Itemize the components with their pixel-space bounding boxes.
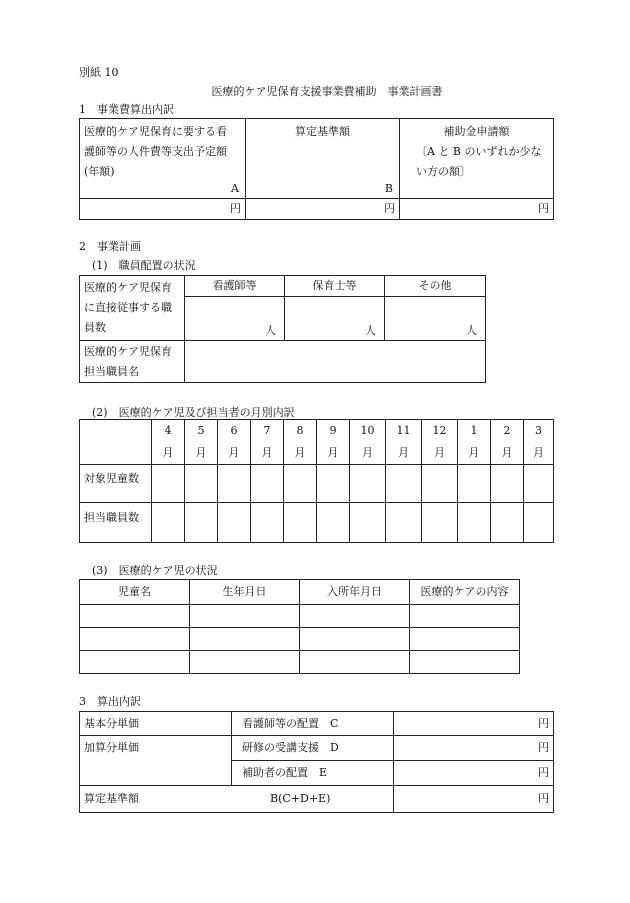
month-12: 12 bbox=[422, 420, 458, 443]
childcare-count-cell bbox=[285, 297, 385, 341]
planned-expense-cell bbox=[80, 119, 246, 199]
nurse-unit: 人 bbox=[265, 324, 276, 337]
table-cell bbox=[251, 503, 284, 543]
monthly-breakdown-table bbox=[79, 419, 554, 543]
table-cell bbox=[218, 503, 251, 543]
month-unit: 月 bbox=[251, 442, 284, 465]
other-count-cell bbox=[385, 297, 486, 341]
planned-expense-label: 医療的ケア児保育に要する看護師等の人件費等支出予定額(年額) bbox=[84, 125, 227, 178]
staff-placement-table bbox=[79, 275, 486, 383]
table-cell bbox=[386, 503, 422, 543]
month-1: 1 bbox=[458, 420, 491, 443]
other-unit: 人 bbox=[466, 324, 477, 337]
table-cell bbox=[350, 465, 386, 503]
month-unit: 月 bbox=[386, 442, 422, 465]
admission-date-header: 入所年月日 bbox=[300, 580, 410, 605]
month-unit: 月 bbox=[185, 442, 218, 465]
direct-staff-label: 医療的ケア児保育に直接従事する職員数 bbox=[80, 276, 185, 341]
expense-yen: 円 bbox=[80, 199, 246, 220]
table-cell bbox=[185, 503, 218, 543]
cost-breakdown-table bbox=[79, 118, 554, 220]
assigned-staff-names bbox=[185, 341, 486, 383]
assigned-staff-label: 医療的ケア児保育担当職員名 bbox=[80, 341, 185, 383]
month-7: 7 bbox=[251, 420, 284, 443]
month-corner-cell bbox=[80, 420, 152, 465]
table-cell bbox=[317, 503, 350, 543]
table-cell bbox=[185, 465, 218, 503]
assistant-placement-yen: 円 bbox=[394, 761, 554, 786]
subsidy-request-label: 補助金申請額 bbox=[443, 125, 510, 138]
table-cell bbox=[386, 465, 422, 503]
table-row bbox=[80, 605, 520, 628]
month-unit: 月 bbox=[458, 442, 491, 465]
month-unit: 月 bbox=[317, 442, 350, 465]
month-unit: 月 bbox=[218, 442, 251, 465]
training-support-yen: 円 bbox=[394, 736, 554, 761]
other-header: その他 bbox=[385, 276, 486, 297]
standard-amount-label: 算定基準額 bbox=[295, 125, 350, 138]
month-9: 9 bbox=[317, 420, 350, 443]
table-row bbox=[80, 651, 520, 674]
mark-a: A bbox=[231, 182, 239, 195]
standard-amount-cell bbox=[246, 119, 400, 199]
table-cell bbox=[350, 503, 386, 543]
table-cell bbox=[317, 465, 350, 503]
month-6: 6 bbox=[218, 420, 251, 443]
table-cell bbox=[458, 503, 491, 543]
assigned-staff-count-label: 担当職員数 bbox=[80, 503, 152, 543]
calculation-table bbox=[79, 711, 554, 813]
month-8: 8 bbox=[284, 420, 317, 443]
month-3: 3 bbox=[524, 420, 554, 443]
table-cell bbox=[458, 465, 491, 503]
table-row bbox=[80, 628, 520, 651]
staff-placement-heading: (1) 職員配置の状況 bbox=[92, 259, 196, 272]
standard-amount-total-label: 算定基準額 bbox=[84, 792, 139, 805]
childcare-worker-header: 保育士等 bbox=[285, 276, 385, 297]
month-unit: 月 bbox=[524, 442, 554, 465]
table-cell bbox=[524, 503, 554, 543]
month-2: 2 bbox=[491, 420, 524, 443]
month-unit: 月 bbox=[284, 442, 317, 465]
child-name-header: 児童名 bbox=[80, 580, 190, 605]
month-5: 5 bbox=[185, 420, 218, 443]
month-unit: 月 bbox=[152, 442, 185, 465]
section3-heading: 3 算出内訳 bbox=[79, 695, 141, 708]
attachment-number: 別紙 10 bbox=[79, 66, 119, 79]
month-4: 4 bbox=[152, 420, 185, 443]
standard-formula: B(C+D+E) bbox=[270, 792, 331, 805]
section1-heading: 1 事業費算出内訳 bbox=[79, 103, 174, 116]
table-cell bbox=[422, 465, 458, 503]
month-unit: 月 bbox=[422, 442, 458, 465]
subsidy-request-cell bbox=[400, 119, 554, 199]
assistant-placement-label: 補助者の配置 E bbox=[232, 761, 394, 786]
subsidy-yen: 円 bbox=[400, 199, 554, 220]
standard-amount-yen: 円 bbox=[394, 786, 554, 813]
subsidy-request-note: 〔A と B のいずれか少ない方の額〕 bbox=[416, 145, 542, 178]
table-cell bbox=[491, 465, 524, 503]
month-unit: 月 bbox=[350, 442, 386, 465]
document-title: 医療的ケア児保育支援事業費補助 事業計画書 bbox=[211, 85, 443, 98]
month-10: 10 bbox=[350, 420, 386, 443]
table-cell bbox=[284, 503, 317, 543]
table-cell bbox=[251, 465, 284, 503]
additional-unit-price-label: 加算分単価 bbox=[80, 736, 232, 786]
childcare-unit: 人 bbox=[365, 324, 376, 337]
monthly-breakdown-heading: (2) 医療的ケア児及び担当者の月別内訳 bbox=[92, 406, 295, 419]
nurse-placement-label: 看護師等の配置 C bbox=[232, 712, 394, 736]
standard-amount-row bbox=[80, 786, 394, 813]
child-status-table bbox=[79, 579, 520, 674]
nurse-placement-yen: 円 bbox=[394, 712, 554, 736]
table-cell bbox=[152, 465, 185, 503]
nurse-count-cell bbox=[185, 297, 285, 341]
table-cell bbox=[152, 503, 185, 543]
table-cell bbox=[218, 465, 251, 503]
birth-date-header: 生年月日 bbox=[190, 580, 300, 605]
child-status-heading: (3) 医療的ケア児の状況 bbox=[92, 564, 218, 577]
nurse-header: 看護師等 bbox=[185, 276, 285, 297]
target-children-label: 対象児童数 bbox=[80, 465, 152, 503]
section2-heading: 2 事業計画 bbox=[79, 240, 141, 253]
table-cell bbox=[422, 503, 458, 543]
standard-yen: 円 bbox=[246, 199, 400, 220]
basic-unit-price-label: 基本分単価 bbox=[80, 712, 232, 736]
table-cell bbox=[284, 465, 317, 503]
table-cell bbox=[524, 465, 554, 503]
month-unit: 月 bbox=[491, 442, 524, 465]
training-support-label: 研修の受講支援 D bbox=[232, 736, 394, 761]
mark-b: B bbox=[384, 182, 393, 195]
month-11: 11 bbox=[386, 420, 422, 443]
table-cell bbox=[491, 503, 524, 543]
care-content-header: 医療的ケアの内容 bbox=[410, 580, 520, 605]
